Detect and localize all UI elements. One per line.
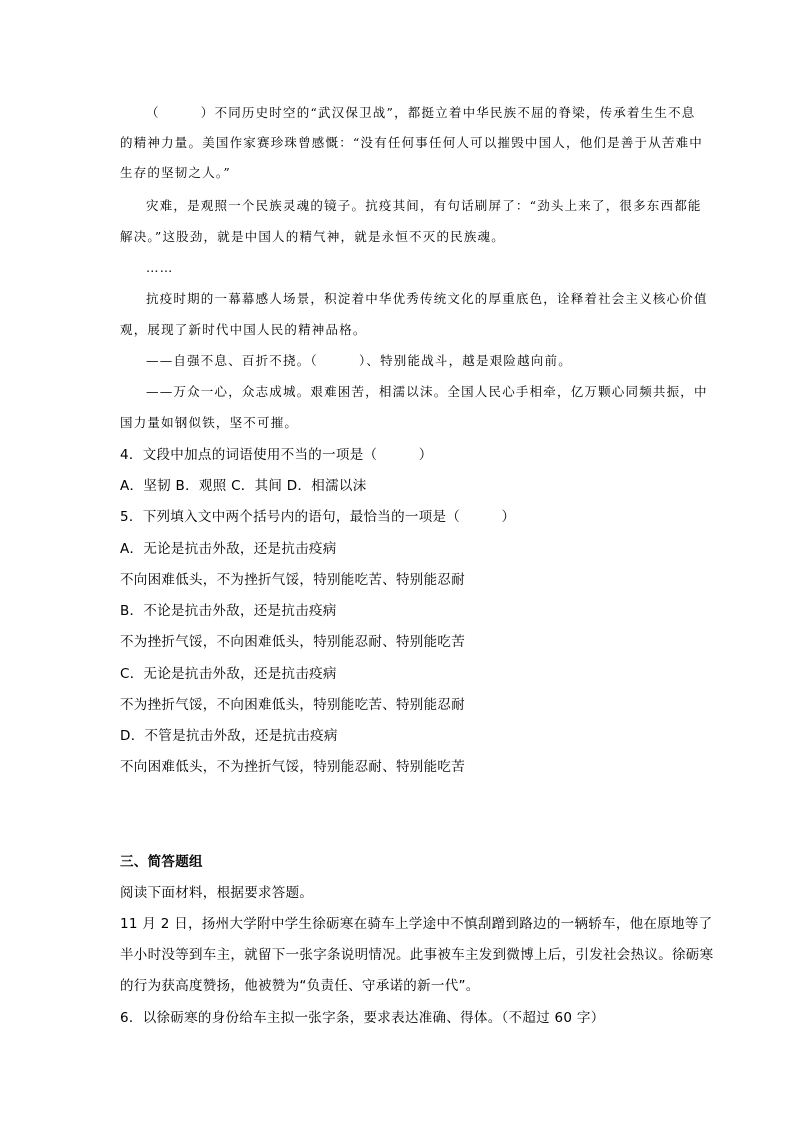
question-5-option-b: B．不论是抗击外敌，还是抗击疫病	[120, 603, 337, 619]
passage-line: 国力量如钢似铁，坚不可摧。	[120, 415, 299, 430]
passage-line: ——自强不息、百折不挠。（ ）、特别能战斗，越是艰险越向前。	[146, 353, 572, 368]
passage-line: 观，展现了新时代中国人民的精神品格。	[120, 322, 367, 337]
material-line: 11 月 2 日，扬州大学附中学生徐砺寒在骑车上学途中不慎刮蹭到路边的一辆轿车，他在原地等了	[120, 916, 713, 932]
material-line: 的行为获高度赞扬，他被赞为“负责任、守承诺的新一代”。	[120, 978, 480, 994]
question-5-option-c: C．无论是抗击外敌，还是抗击疫病	[120, 666, 337, 682]
question-5-option-b-text: 不为挫折气馁，不向困难低头，特别能忍耐、特别能吃苦	[120, 634, 465, 650]
question-5-option-d-text: 不向困难低头，不为挫折气馁，特别能忍耐、特别能吃苦	[120, 759, 465, 775]
passage-line: 解决。”这股劲，就是中国人的精气神，就是永恒不灭的民族魂。	[120, 229, 505, 244]
question-5-option-a-text: 不向困难低头，不为挫折气馁，特别能吃苦、特别能忍耐	[120, 572, 465, 588]
passage-line: ——万众一心，众志成城。艰难困苦，相濡以沫。全国人民心手相牵，亿万颗心同频共振，中	[146, 384, 708, 399]
material-line: 半小时没等到车主，就留下一张字条说明情况。此事被车主发到微博上后，引发社会热议。徐砺寒	[120, 947, 714, 963]
question-4-stem: 4．文段中加点的词语使用不当的一项是（ ）	[120, 447, 433, 463]
passage-ellipsis: ……	[146, 260, 174, 275]
question-6-stem: 6．以徐砺寒的身份给车主拟一张字条，要求表达准确、得体。（不超过 60 字）	[120, 1010, 605, 1026]
question-4-options: A．坚韧 B．观照 C．其间 D．相濡以沫	[120, 478, 367, 494]
passage-line: 抗疫时期的一幕幕感人场景，积淀着中华优秀传统文化的厚重底色，诠释着社会主义核心价值	[146, 291, 708, 306]
passage-line: （ ）不同历史时空的“武汉保卫战”，都挺立着中华民族不屈的脊梁，传承着生生不息	[146, 105, 696, 120]
section-3-heading: 三、简答题组	[120, 854, 203, 870]
question-5-option-d: D．不管是抗击外敌，还是抗击疫病	[120, 728, 338, 744]
passage-line: 灾难，是观照一个民族灵魂的镜子。抗疫其间，有句话刷屏了：“劲头上来了，很多东西都能	[146, 198, 702, 213]
question-5-option-c-text: 不为挫折气馁，不向困难低头，特别能吃苦、特别能忍耐	[120, 697, 465, 713]
question-5-stem: 5．下列填入文中两个括号内的语句，最恰当的一项是（ ）	[120, 509, 516, 525]
section-3-instruction: 阅读下面材料，根据要求答题。	[120, 885, 314, 901]
passage-line: 生存的坚韧之人。”	[120, 165, 231, 180]
question-5-option-a: A．无论是抗击外敌，还是抗击疫病	[120, 541, 337, 557]
passage-line: 的精神力量。美国作家赛珍珠曾感慨：“没有任何事任何人可以摧毁中国人，他们是善于从苦难中	[120, 135, 703, 150]
